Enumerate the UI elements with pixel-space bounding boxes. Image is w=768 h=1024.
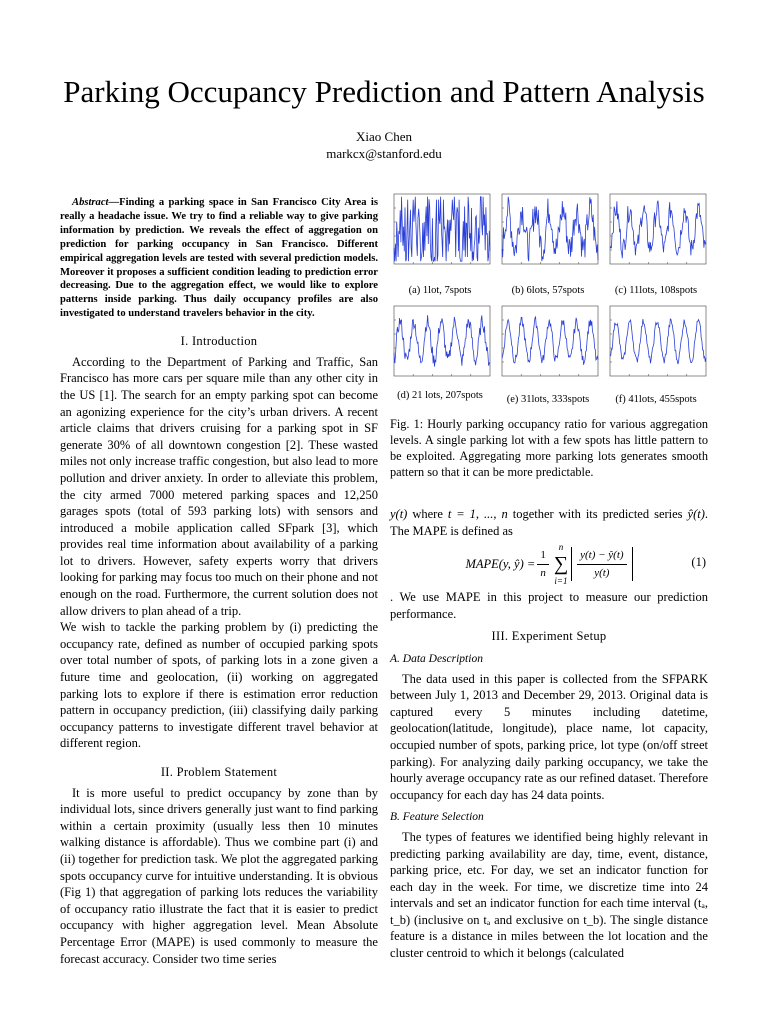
- problem-paragraph: It is more useful to predict occupancy by zone than by individual lots, since drivers generally just want to find parking within a certain proximity (usually less then 10 minutes walking distance is affordable). Thus we combine part (i) and (ii) together for prediction task. We plot the aggregated parking spots occupancy curve for intuitive understanding. It is obvious (Fig 1) that aggregation of parking lots reduces the variability of occupancy ratio illustrate the fact that it is easier to predict occupancy with higher aggregation level. Mean Absolute Percentage Error (MAPE) is used commonly to measure the forecast accuracy. Consider two time series: [60, 785, 378, 966]
- sum-upper: n: [558, 541, 564, 552]
- panel-caption-a: (a) 1lot, 7spots: [408, 285, 472, 296]
- subsection-data-description: A. Data Description: [390, 652, 483, 665]
- plot-d: [388, 302, 492, 388]
- figure-1-caption: Fig. 1: Hourly parking occupancy ratio for various aggregation levels. A single parking lot with a few spots has little pattern to be exploited. Aggregating more parking lots generates smooth pattern so that it can be more predictable.: [390, 417, 708, 479]
- mape-intro-range: t = 1, ..., n: [447, 507, 508, 521]
- mape-intro-mid: together with its predicted series: [507, 507, 688, 521]
- plot-frame: [502, 194, 598, 264]
- left-column: [60, 196, 378, 967]
- author-block: [0, 128, 768, 162]
- fraction-one: 1: [537, 547, 549, 565]
- ratio-numerator: y(t) − ŷ(t): [577, 547, 626, 565]
- mape-intro-where: where: [407, 507, 448, 521]
- plot-frame: [502, 306, 598, 376]
- plot-f: [604, 302, 708, 388]
- plot-e: [496, 302, 600, 388]
- panel-caption-e: (e) 31lots, 333spots: [506, 394, 590, 405]
- panel-caption-b: (b) 6lots, 57spots: [511, 285, 585, 296]
- section-heading-problem-statement: II. Problem Statement: [160, 765, 278, 779]
- author-name: Xiao Chen: [356, 129, 412, 144]
- summation: [554, 539, 568, 590]
- occupancy-series-line: [394, 315, 490, 366]
- absolute-value: [571, 547, 632, 581]
- author-email: markcx@stanford.edu: [326, 146, 442, 161]
- occupancy-series-line: [610, 201, 706, 259]
- equation-ratio: [577, 547, 626, 581]
- mape-intro-yt: y(t): [390, 507, 408, 521]
- mape-equation: [390, 539, 708, 589]
- abstract-text: —Finding a parking space in San Francisco City Area is really a headache issue. We try to find a reliable way to give parking information by prediction. We reveals the effect of aggregation on prediction for parking occupancy in San Francisco. Different empirical aggregation levels are tested with several prediction models. Moreover it proposes a sufficient condition leading to prediction error decreasing. Due to the aggregation effect, we would like to explore patterns inside parking. Thus daily occupancy profiles are also investigated to understand travelers behavior in the city.: [60, 197, 378, 320]
- right-column: [390, 506, 708, 962]
- plot-c: [604, 190, 708, 276]
- panel-caption-f: (f) 41lots, 455spots: [615, 394, 697, 405]
- plot-a: [388, 190, 492, 276]
- intro-paragraph-2: We wish to tackle the parking problem by (i) predicting the occupancy rate, defined as number of occupied parking spots over total number of spots, of parking lots in a zone given a future time and geolocation, (ii) working on aggregated parking lots to explore if there is estimation error reduction pattern in occupancy prediction, (iii) classifying daily parking occupancy patterns to investigate different travel behavior at different region.: [60, 620, 378, 751]
- intro-paragraph-1: According to the Department of Parking and Traffic, San Francisco has more cars per square mile than any other city in the US [1]. The search for an empty parking spot can become an agonizing experience for the city’s urban drivers. A recent article claims that drivers cruising for a parking spot in SF generate 30% of all downtown congestion [2]. These wasted miles not only increase traffic congestion, but also lead to more pollution and driver anxiety. In order to alleviate this problem, the city armed 7000 metered parking spaces and 12,250 garages spots (total of 593 parking lots) with sensors and introduced a mobile application called SFpark [3], which provides real time information about availability of a parking lot to drivers. However, safety experts worry that drivers looking for parking may focus too much on their phone and not enough on the road. Furthermore, the current solution does not allow drivers to plan ahead of a trip.: [60, 354, 378, 618]
- panel-caption-d: (d) 21 lots, 207spots: [397, 390, 483, 401]
- equation-one-over-n: [537, 547, 549, 581]
- abstract: [60, 196, 378, 321]
- section-heading-introduction: I. Introduction: [180, 334, 258, 349]
- sum-lower: i=1: [554, 576, 568, 587]
- occupancy-series-line: [502, 317, 598, 365]
- abstract-label: Abstract: [72, 197, 109, 208]
- mape-intro: [390, 506, 708, 539]
- subsection-feature-selection: B. Feature Selection: [390, 811, 484, 824]
- equation-lhs: MAPE(y, ŷ) =: [465, 556, 536, 571]
- plot-frame: [394, 306, 490, 376]
- occupancy-series-line: [502, 197, 598, 261]
- data-description-paragraph: The data used in this paper is collected from the SFPARK between July 1, 2013 and December 29, 2013. Original data is captured every 5 minutes including datetime, geolocation(latitude, longitude), place name, lot capacity, occupied number of spots, parking price, lot type (on/off street parking). For analyzing daily parking occupancy, we take the hourly average occupancy rate as our refined dataset. Therefore occupancy for each day has 24 data points.: [390, 671, 709, 802]
- sum-symbol: ∑: [553, 553, 569, 576]
- plot-b: [496, 190, 600, 276]
- panel-caption-c: (c) 11lots, 108spots: [614, 285, 698, 296]
- plot-frame: [610, 306, 706, 376]
- mape-after: . We use MAPE in this project to measure our prediction performance.: [390, 590, 708, 621]
- equation-number: (1): [691, 555, 706, 570]
- fraction-n: n: [540, 566, 546, 579]
- mape-intro-yhat: ŷ(t): [687, 507, 705, 521]
- paper-title: Parking Occupancy Prediction and Pattern Analysis: [63, 74, 705, 109]
- mape-intro-end: . The MAPE is defined as: [390, 507, 708, 538]
- section-heading-experiment-setup: III. Experiment Setup: [491, 629, 607, 644]
- occupancy-series-line: [394, 197, 490, 261]
- feature-selection-paragraph: The types of features we identified being highly relevant in predicting parking availability are day, time, event, distance, parking price, etc. For day, we set an indicator function for each day in the week. For time, we discretize time into 24 intervals and set an indicator function for each time interval (tₐ, t_b) (inclusive on tₐ and exclusive on t_b). The single distance feature is a distance in miles between the lot location and the cluster centroid to which it belongs (calculated: [390, 829, 708, 961]
- ratio-denominator: y(t): [594, 566, 610, 579]
- occupancy-series-line: [610, 319, 706, 364]
